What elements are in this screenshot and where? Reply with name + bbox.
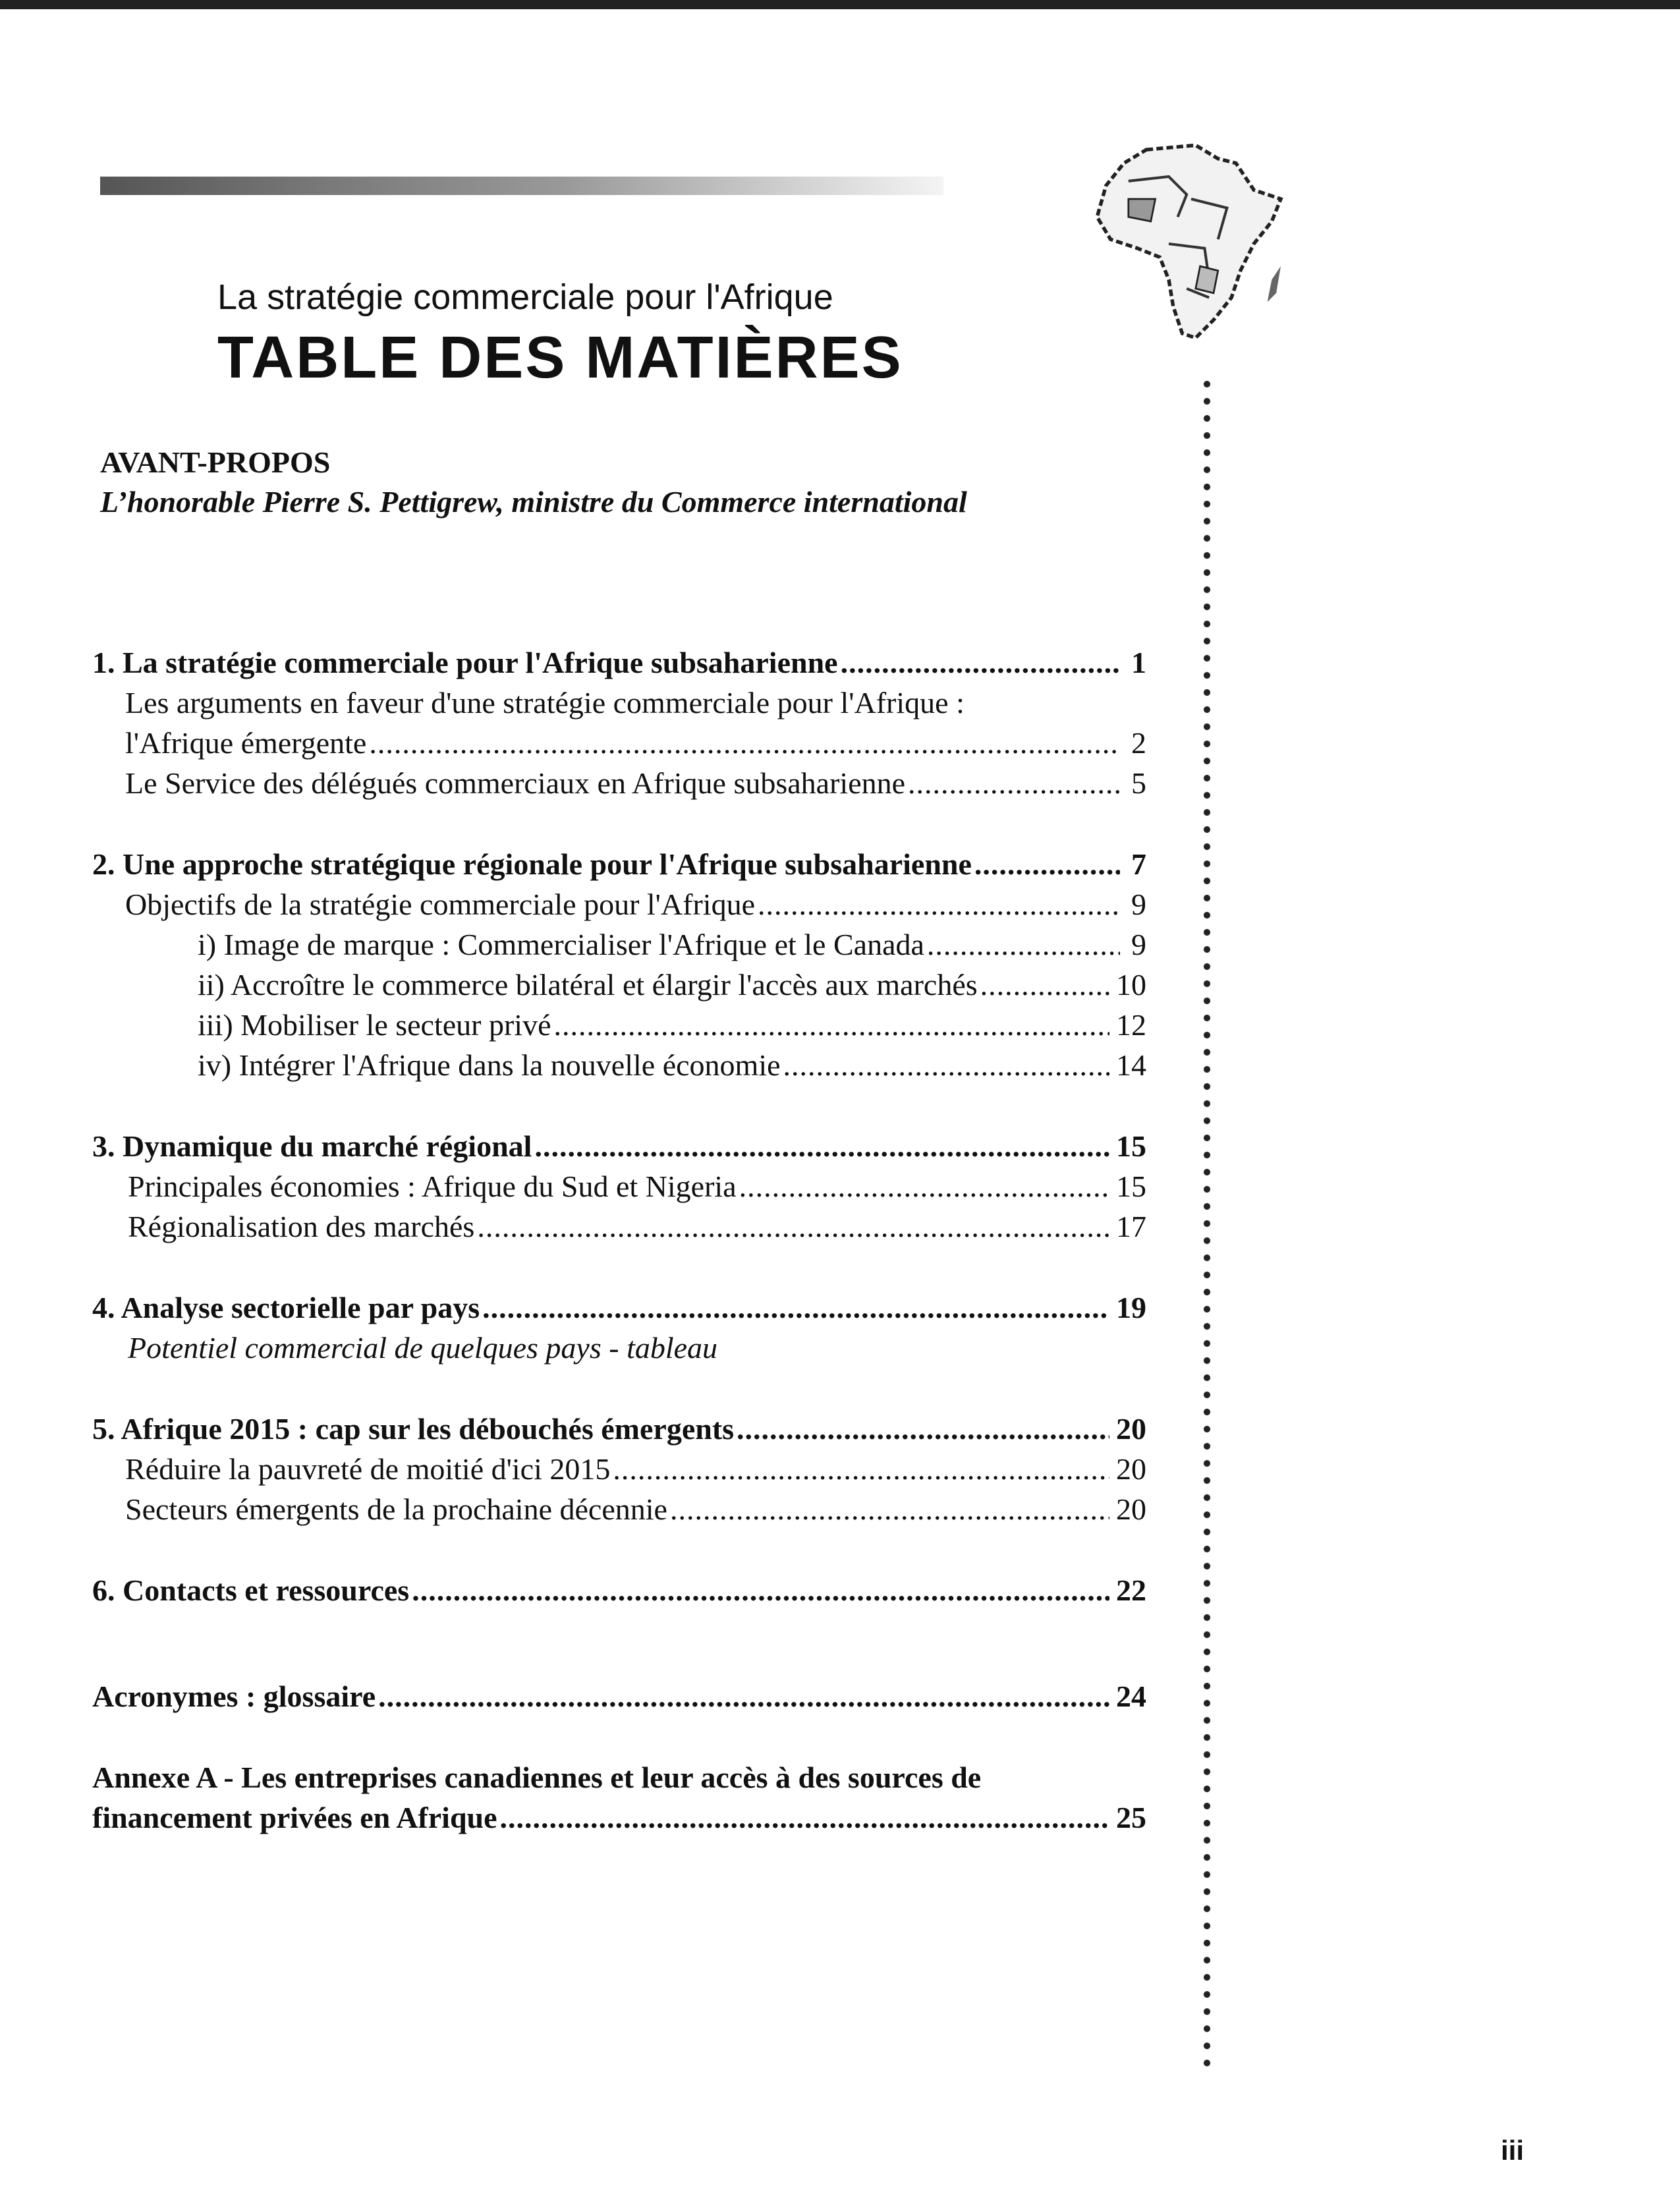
page-ref: 15 [1116, 1170, 1146, 1203]
toc-annex-line: Annexe A - Les entreprises canadiennes et leur accès à des sources de [92, 1761, 982, 1794]
page-ref: 9 [1131, 928, 1146, 961]
toc-section-5[interactable]: 5. Afrique 2015 : cap sur les débouchés émergents ..... 20 [92, 1409, 1146, 1449]
toc-entry: Les arguments en faveur d'une stratégie commerciale pour l'Afrique : [125, 686, 965, 720]
page-ref: 20 [1116, 1452, 1146, 1486]
page-ref: 22 [1116, 1573, 1146, 1607]
page-ref: 15 [1116, 1129, 1146, 1163]
toc-annex[interactable]: financement privées en Afrique ..... 25 [92, 1797, 1146, 1838]
page-ref: 14 [1116, 1048, 1146, 1082]
toc-entry[interactable]: Régionalisation des marchés ..... 17 [92, 1206, 1146, 1247]
page-ref: 10 [1116, 968, 1146, 1002]
scan-top-edge [0, 0, 1680, 9]
page-title: TABLE DES MATIÈRES [217, 325, 903, 391]
page-ref: 1 [1131, 646, 1146, 679]
table-of-contents [92, 642, 1146, 1838]
page-ref: 25 [1116, 1801, 1146, 1834]
page-ref: 12 [1116, 1008, 1146, 1042]
page-ref: 20 [1116, 1412, 1146, 1446]
toc-section-3[interactable]: 3. Dynamique du marché régional ..... 15 [92, 1126, 1146, 1166]
page-ref: 5 [1131, 766, 1146, 800]
toc-subentry[interactable]: iii) Mobiliser le secteur privé ..... 12 [92, 1005, 1146, 1045]
foreword-block [100, 443, 1167, 522]
toc-entry: Potentiel commercial de quelques pays - tableau [128, 1331, 718, 1365]
toc-section-4[interactable]: 4. Analyse sectorielle par pays ..... 19 [92, 1287, 1146, 1328]
toc-entry[interactable]: Secteurs émergents de la prochaine décennie ..... 20 [92, 1489, 1146, 1529]
toc-section-2[interactable]: 2. Une approche stratégique régionale pour l'Afrique subsaharienne ..... 7 [92, 844, 1146, 884]
toc-section-6[interactable]: 6. Contacts et ressources ..... 22 [92, 1570, 1146, 1610]
toc-section-1[interactable]: 1. La stratégie commerciale pour l'Afrique subsaharienne ..... 1 [92, 642, 1146, 683]
page-number: iii [1501, 2135, 1525, 2166]
dotted-rule [1203, 376, 1211, 2069]
page-ref: 2 [1131, 726, 1146, 760]
toc-subentry[interactable]: ii) Accroître le commerce bilatéral et élargir l'accès aux marchés ..... 10 [92, 965, 1146, 1005]
page-ref: 20 [1116, 1492, 1146, 1526]
toc-subentry[interactable]: iv) Intégrer l'Afrique dans la nouvelle économie ..... 14 [92, 1045, 1146, 1085]
page-ref: 9 [1131, 888, 1146, 921]
toc-glossary[interactable]: Acronymes : glossaire ..... 24 [92, 1676, 1146, 1716]
toc-entry[interactable]: Le Service des délégués commerciaux en Afrique subsaharienne ..... 5 [92, 763, 1146, 803]
page-ref: 24 [1116, 1680, 1146, 1713]
page-ref: 19 [1116, 1291, 1146, 1324]
toc-entry[interactable]: Objectifs de la stratégie commerciale pour l'Afrique ..... 9 [92, 884, 1146, 924]
foreword-heading: AVANT-PROPOS [100, 445, 331, 479]
africa-map-icon [1079, 132, 1303, 356]
toc-subentry[interactable]: i) Image de marque : Commercialiser l'Afrique et le Canada ..... 9 [92, 924, 1146, 965]
toc-entry[interactable]: Réduire la pauvreté de moitié d'ici 2015 ..... 20 [92, 1449, 1146, 1489]
page-ref: 17 [1116, 1210, 1146, 1243]
foreword-author: L’honorable Pierre S. Pettigrew, ministre du Commerce international [100, 485, 967, 519]
toc-entry[interactable]: l'Afrique émergente ..... 2 [92, 723, 1146, 763]
document-subtitle: La stratégie commerciale pour l'Afrique [217, 277, 833, 317]
page-ref: 7 [1131, 847, 1146, 881]
toc-entry[interactable]: Principales économies : Afrique du Sud et Nigeria ..... 15 [92, 1166, 1146, 1206]
header-gradient-bar [100, 177, 943, 195]
